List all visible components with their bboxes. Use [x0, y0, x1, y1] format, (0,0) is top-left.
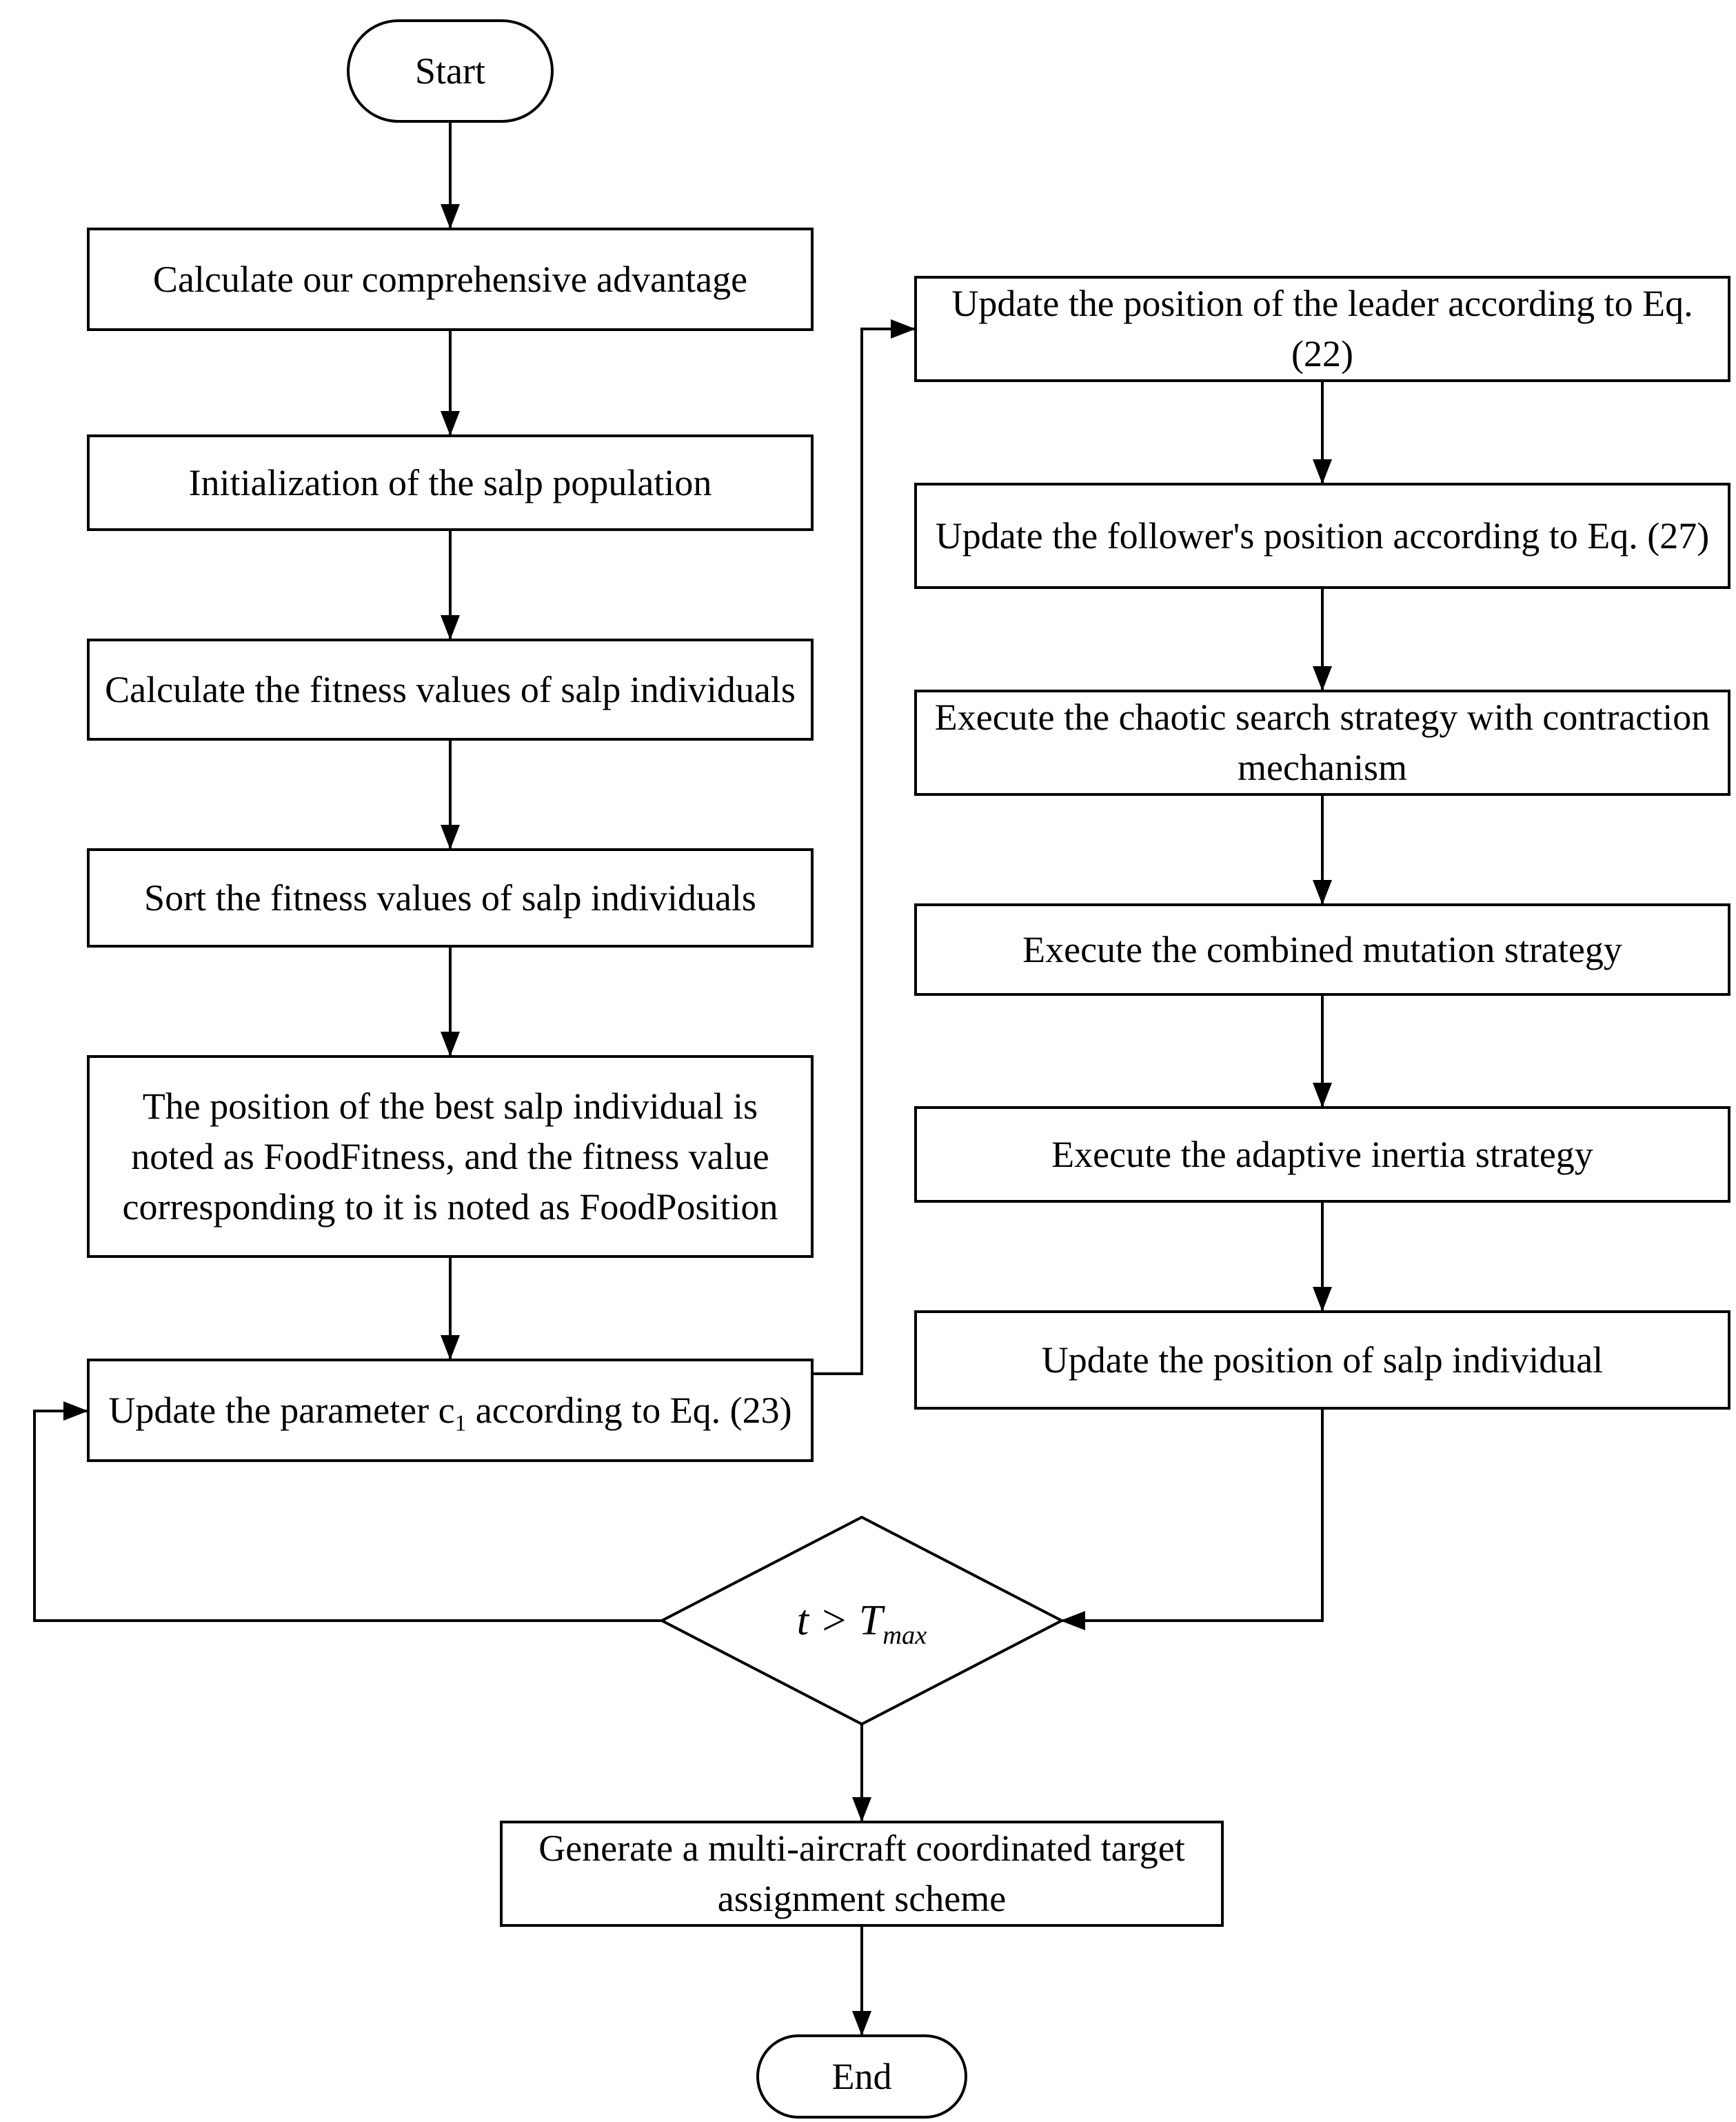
- node-generate-scheme-label: Generate a multi-aircraft coordinated target assignment scheme: [538, 1828, 1185, 1919]
- node-sort-fitness-label: Sort the fitness values of salp individuals: [144, 877, 756, 919]
- node-end-label: End: [831, 2055, 892, 2097]
- decision-expression: $t > T_{max}$: [796, 1596, 927, 1650]
- node-update-salp-position-label: Update the position of salp individual: [1041, 1339, 1604, 1381]
- node-adaptive-inertia: [914, 1106, 1730, 1203]
- node-calc-fitness: [87, 639, 814, 741]
- edge-update-c1-to-update-leader: [814, 329, 914, 1374]
- edge-update-salp-position-to-decision: [1062, 1410, 1322, 1621]
- node-adaptive-inertia-label: Execute the adaptive inertia strategy: [1051, 1133, 1593, 1175]
- node-init-population: [87, 434, 814, 531]
- node-start-label: Start: [415, 50, 485, 92]
- node-calc-advantage: [87, 228, 814, 331]
- node-chaotic-search-label: Execute the chaotic search strategy with contraction mechanism: [934, 697, 1710, 788]
- tmax-subscript: max: [882, 1620, 927, 1650]
- node-update-follower-label: Update the follower's position according to Eq. (27): [935, 514, 1710, 557]
- node-update-c1-label: Update the parameter $c_1$ according to Eq. (23): [108, 1389, 792, 1437]
- node-update-leader: [914, 276, 1730, 382]
- c1-subscript: 1: [454, 1410, 467, 1437]
- node-update-follower: [914, 483, 1730, 589]
- node-start: [347, 19, 554, 123]
- node-combined-mutation-label: Execute the combined mutation strategy: [1022, 928, 1622, 970]
- node-best-salp: [87, 1055, 814, 1258]
- node-update-salp-position: [914, 1310, 1730, 1410]
- node-generate-scheme: [500, 1821, 1224, 1927]
- node-decision: [689, 1579, 1034, 1662]
- node-calc-advantage-label: Calculate our comprehensive advantage: [152, 258, 748, 300]
- node-combined-mutation: [914, 903, 1730, 996]
- node-end: [756, 2034, 967, 2119]
- node-best-salp-label: The position of the best salp individual is noted as FoodFitness, and the fitness value corresponding to it is noted as FoodPosition: [122, 1085, 778, 1228]
- node-update-c1: [87, 1359, 814, 1462]
- node-sort-fitness: [87, 848, 814, 948]
- node-chaotic-search: [914, 690, 1730, 796]
- node-update-leader-label: Update the position of the leader according to Eq. (22): [951, 283, 1693, 374]
- node-calc-fitness-label: Calculate the fitness values of salp individuals: [105, 668, 796, 710]
- node-init-population-label: Initialization of the salp population: [188, 461, 712, 503]
